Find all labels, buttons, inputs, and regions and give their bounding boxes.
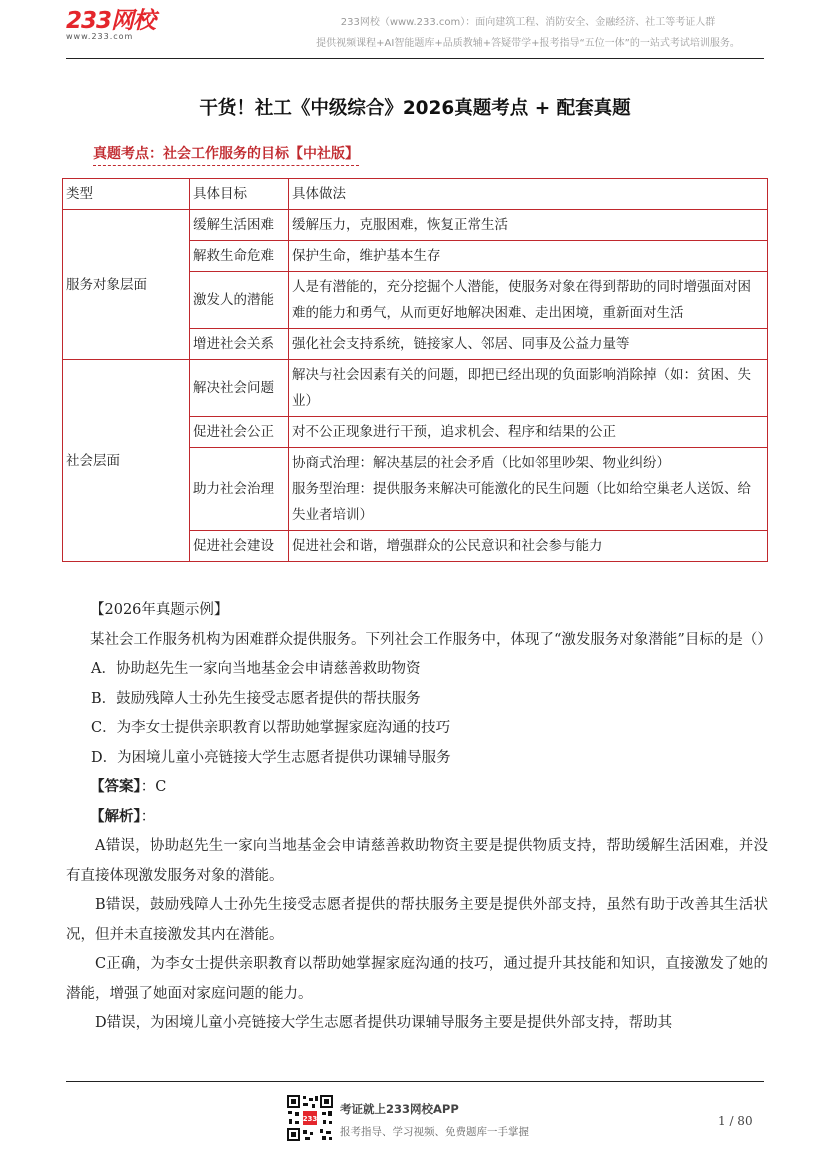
analysis-heading bbox=[66, 803, 768, 833]
option-b: B．鼓励残障人士孙先生接受志愿者提供的帮扶服务 bbox=[91, 690, 421, 707]
analysis-paragraph: B错误，鼓励残障人士孙先生接受志愿者提供的帮扶服务主要是提供外部支持，虽然有助于改善其生活状况，但并未直接激发其内在潜能。 bbox=[66, 897, 768, 943]
goal-cell: 缓解生活困难 bbox=[190, 210, 289, 241]
section-subtitle: 真题考点：社会工作服务的目标【中社版】 bbox=[93, 143, 359, 166]
goal-cell: 解救生命危难 bbox=[190, 241, 289, 272]
method-line: 协商式治理：解决基层的社会矛盾（比如邻里吵架、物业纠纷） bbox=[292, 455, 670, 471]
footer-divider bbox=[66, 1081, 764, 1082]
option-d: D．为困境儿童小亮链接大学生志愿者提供功课辅导服务 bbox=[91, 749, 451, 766]
method-line: 服务型治理：提供服务来解决可能激化的民生问题（比如给空巢老人送饭、给失业者培训） bbox=[292, 481, 751, 523]
table-header-row bbox=[63, 179, 768, 210]
header-line-2: 提供视频课程+AI智能题库+品质教辅+答疑带学+报考指导“五位一体”的一站式考试培训服务。 bbox=[316, 38, 740, 49]
type-cell: 服务对象层面 bbox=[63, 210, 190, 360]
method-cell: 对不公正现象进行干预，追求机会、程序和结果的公正 bbox=[289, 417, 768, 448]
question-stem: 某社会工作服务机构为困难群众提供服务。下列社会工作服务中，体现了“激发服务对象潜能”目标的是（） bbox=[90, 631, 772, 648]
method-cell: 促进社会和谐，增强群众的公民意识和社会参与能力 bbox=[289, 531, 768, 562]
document-title: 干货！社工《中级综合》2026真题考点 + 配套真题 bbox=[199, 98, 631, 119]
table-row bbox=[63, 360, 768, 417]
header-cell-goal: 具体目标 bbox=[190, 179, 289, 210]
logo-url: www.233.com bbox=[66, 32, 134, 41]
header-divider bbox=[66, 58, 764, 59]
option-a: A．协助赵先生一家向当地基金会申请慈善救助物资 bbox=[91, 661, 421, 677]
header-line-1: 233网校（www.233.com）：面向建筑工程、消防安全、金融经济、社工等考证人群 bbox=[340, 17, 716, 28]
method-cell: 保护生命，维护基本生存 bbox=[289, 241, 768, 272]
question-section bbox=[66, 596, 772, 1039]
goal-cell: 助力社会治理 bbox=[190, 448, 289, 531]
method-cell: 缓解压力，克服困难，恢复正常生活 bbox=[289, 210, 768, 241]
brand-logo[interactable] bbox=[66, 8, 155, 41]
analysis-paragraph: A错误，协助赵先生一家向当地基金会申请慈善救助物资主要是提供物质支持，帮助缓解生活困难，并没有直接体现激发服务对象的潜能。 bbox=[66, 838, 768, 884]
footer-app-text: 考证就上233网校APP bbox=[340, 1102, 459, 1116]
goal-cell: 解决社会问题 bbox=[190, 360, 289, 417]
page-number: 1 / 80 bbox=[718, 1114, 753, 1128]
goal-cell: 促进社会建设 bbox=[190, 531, 289, 562]
footer-tagline: 报考指导、学习视频、免费题库一手掌握 bbox=[340, 1126, 529, 1138]
answer-line bbox=[66, 773, 768, 803]
header-cell-type: 类型 bbox=[63, 179, 190, 210]
table-row bbox=[63, 210, 768, 241]
goal-cell: 增进社会关系 bbox=[190, 329, 289, 360]
qr-badge-text: 233 bbox=[302, 1115, 318, 1123]
method-cell bbox=[289, 448, 768, 531]
analysis-colon: ： bbox=[140, 808, 156, 825]
goals-table bbox=[62, 178, 768, 562]
header-cell-method: 具体做法 bbox=[289, 179, 768, 210]
option-c: C．为李女士提供亲职教育以帮助她掌握家庭沟通的技巧 bbox=[91, 720, 451, 736]
goal-cell: 促进社会公正 bbox=[190, 417, 289, 448]
header-slogan bbox=[298, 12, 758, 54]
goal-cell: 激发人的潜能 bbox=[190, 272, 289, 329]
analysis-paragraph: D错误，为困境儿童小亮链接大学生志愿者提供功课辅导服务主要是提供外部支持，帮助其 bbox=[95, 1015, 673, 1031]
method-cell: 强化社会支持系统，链接家人、邻居、同事及公益力量等 bbox=[289, 329, 768, 360]
question-heading: 【2026年真题示例】 bbox=[90, 602, 229, 618]
answer-label: 【答案】 bbox=[90, 779, 141, 795]
method-cell: 解决与社会因素有关的问题，即把已经出现的负面影响消除掉（如：贫困、失业） bbox=[289, 360, 768, 417]
qr-code-icon[interactable] bbox=[286, 1094, 334, 1142]
answer-value: ：C bbox=[140, 779, 167, 795]
method-cell: 人是有潜能的，充分挖掘个人潜能，使服务对象在得到帮助的同时增强面对困难的能力和勇气，从而更好地解决困难、走出困境，重新面对生活 bbox=[289, 272, 768, 329]
page-header bbox=[0, 0, 830, 62]
type-cell: 社会层面 bbox=[63, 360, 190, 562]
analysis-paragraph: C正确，为李女士提供亲职教育以帮助她掌握家庭沟通的技巧，通过提升其技能和知识，直接激发了她的潜能，增强了她面对家庭问题的能力。 bbox=[66, 956, 768, 1002]
logo-text: 233网校 bbox=[66, 8, 156, 34]
analysis-label: 【解析】 bbox=[90, 808, 141, 825]
